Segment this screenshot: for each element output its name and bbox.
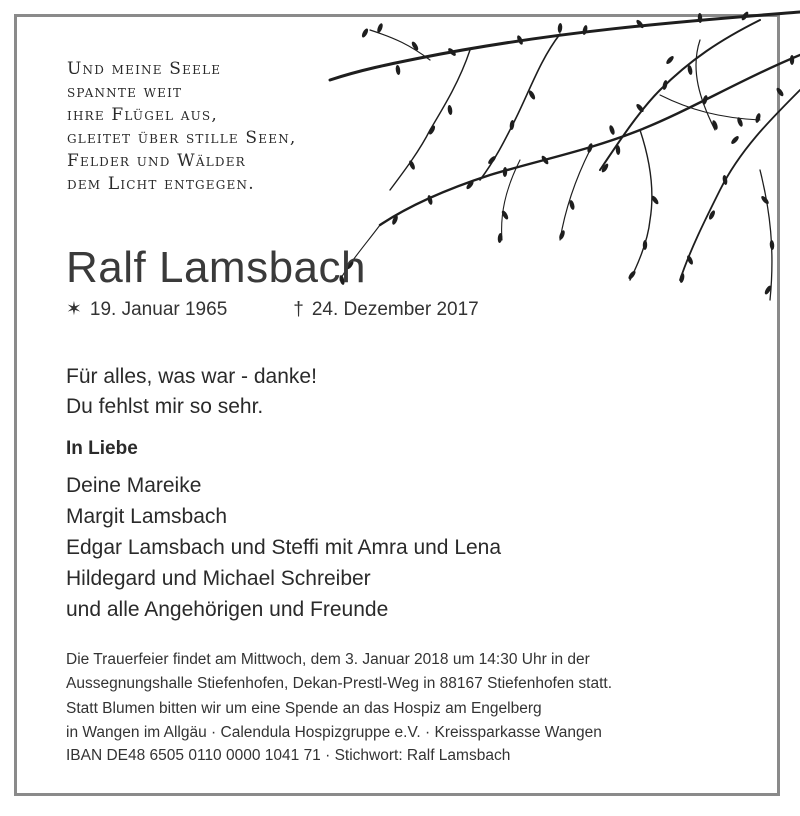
quote-line: Für alles, was war - danke! <box>66 365 317 388</box>
poem-line: dem Licht entgegen. <box>67 174 255 194</box>
funeral-line: Die Trauerfeier findet am Mittwoch, dem 3. Januar 2018 um 14:30 Uhr in der <box>66 651 590 668</box>
bud <box>643 240 648 250</box>
mourner-line: Edgar Lamsbach und Steffi mit Amra und Lena <box>66 536 502 559</box>
bud <box>395 65 401 76</box>
bud <box>755 113 762 124</box>
poem-line: ihre Flügel aus, <box>67 105 218 125</box>
branch <box>560 150 590 240</box>
donation-line: IBAN DE48 6505 0110 0000 1041 71 · Stichwort: Ralf Lamsbach <box>66 747 511 764</box>
funeral-info <box>66 648 612 768</box>
donation-line: Statt Blumen bitten wir um eine Spende an das Hospiz am Engelberg <box>66 700 542 717</box>
donation-line: in Wangen im Allgäu · Calendula Hospizgruppe e.V. · Kreissparkasse Wangen <box>66 723 602 741</box>
quote-line: Du fehlst mir so sehr. <box>66 395 264 418</box>
poem-line: Und meine Seele <box>67 59 222 79</box>
mourner-line: Margit Lamsbach <box>66 505 228 528</box>
bud <box>608 125 615 136</box>
life-dates <box>66 298 479 322</box>
death-date-text: 24. Dezember 2017 <box>311 299 479 320</box>
birth-date-text: 19. Januar 1965 <box>89 299 228 320</box>
birth-date <box>66 298 288 322</box>
poem-line: gleitet über stille Seen, <box>67 128 297 148</box>
bud <box>408 160 416 171</box>
poem <box>67 58 297 196</box>
bud <box>361 28 370 39</box>
mourner-line: Hildegard und Michael Schreiber <box>66 567 371 590</box>
bud <box>503 167 508 177</box>
bud <box>662 80 668 91</box>
poem-line: spannte weit <box>67 82 183 102</box>
mourner-line: Deine Mareike <box>66 474 202 497</box>
bud <box>769 240 774 250</box>
mourner-line: und alle Angehörigen und Freunde <box>66 598 389 621</box>
bud <box>557 23 562 33</box>
branch <box>760 170 772 300</box>
mourners-list <box>66 470 501 625</box>
bud <box>730 135 740 145</box>
bud <box>627 270 637 281</box>
branch <box>696 40 715 130</box>
branch <box>330 12 800 80</box>
in-love-heading: In Liebe <box>66 438 138 459</box>
branch <box>600 20 760 170</box>
farewell-quote <box>66 362 317 422</box>
death-cross-icon: † <box>293 299 304 320</box>
bud <box>447 105 453 116</box>
bud <box>760 195 770 205</box>
branch <box>370 30 430 60</box>
death-date <box>293 298 478 322</box>
bud <box>679 273 685 284</box>
bud <box>665 55 675 65</box>
poem-line: Felder und Wälder <box>67 151 246 171</box>
bud <box>790 55 794 65</box>
bud <box>775 87 785 98</box>
birth-star-icon: ✶ <box>66 299 82 320</box>
branch <box>390 50 470 190</box>
branch <box>630 130 652 280</box>
bud <box>558 230 566 241</box>
deceased-name: Ralf Lamsbach <box>66 243 366 292</box>
funeral-line: Aussegnungshalle Stiefenhofen, Dekan-Prestl-Weg in 88167 Stiefenhofen statt. <box>66 674 613 692</box>
